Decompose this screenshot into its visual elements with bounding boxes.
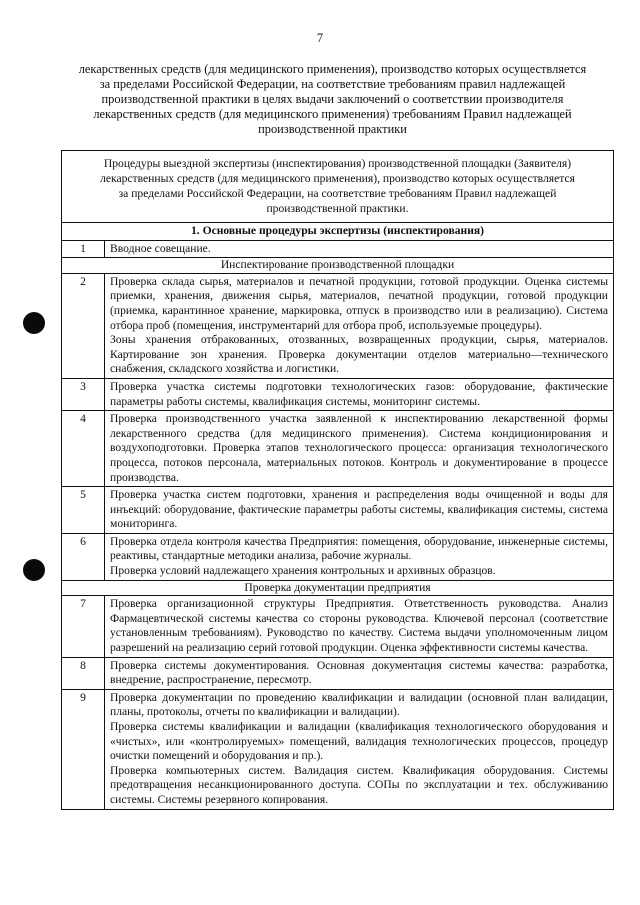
procedure-description [105, 378, 614, 410]
intro-line: производственной практики [258, 122, 407, 136]
table-row [62, 487, 614, 534]
row-number: 1 [62, 240, 105, 258]
row-number: 5 [62, 487, 105, 534]
procedures-table [61, 150, 614, 810]
procedure-paragraph: Проверка документации по проведению квалификации и валидации (основной план валидации, планы, протоколы, отчеты по квалификации и валидации). [110, 690, 608, 719]
procedure-paragraph: Проверка системы документирования. Основная документация системы качества: разработка, внедрение, распространение, пересмотр. [110, 658, 608, 687]
procedure-paragraph: Проверка склада сырья, материалов и печатной продукции, готовой продукции. Оценка системы приемки, хранения, движения сырья, материалов, печатной продукции, готовой продукции (приемка, карантинное хранение, маркировка, отпуск в производство или в реализацию). Система отбора проб (помещения, инструментарий для отбора проб, используемые процедуры). [110, 274, 608, 332]
table-row [62, 596, 614, 657]
procedure-paragraph: Вводное совещание. [110, 241, 211, 255]
table-title-row [62, 151, 614, 223]
procedure-paragraph: Проверка организационной структуры Предприятия. Ответственность руководства. Анализ Фармацевтической системы качества со стороны руководства. Ключевой персонал (соответствие установленным требованиям). Руководство по качеству. Система выдачи уполномоченным лицом разрешений на реализацию серий готовой продукции. Оценка эффективности системы качества. [110, 597, 608, 655]
procedure-paragraph: Проверка условий надлежащего хранения контрольных и архивных образцов. [110, 564, 496, 578]
table-title-line: производственной практики. [266, 202, 409, 215]
row-number: 3 [62, 378, 105, 410]
page-number: 7 [316, 31, 324, 45]
subsection-heading-row [62, 580, 614, 596]
procedure-description [105, 657, 614, 689]
table-row [62, 533, 614, 580]
binder-hole-mark [23, 559, 45, 581]
procedure-description [105, 487, 614, 534]
procedure-paragraph: Проверка участка систем подготовки, хранения и распределения воды очищенной и воды для инъекций: оборудование, фактические параметры работы системы, квалификация системы, система мониторинга. [110, 488, 608, 531]
procedure-paragraph: Проверка производственного участка заявленной к инспектированию лекарственной формы лекарственного средства (для медицинского применения). Система кондиционирования и воздухоподготовки. Проверка этапов технологического процесса: организация технологического процесса, потоков персонала, материальных потоков. Контроль и документирование в процессе производства. [110, 412, 608, 484]
binder-hole-mark [23, 312, 45, 334]
table-row [62, 657, 614, 689]
section-heading: 1. Основные процедуры экспертизы (инспектирования) [62, 223, 614, 241]
procedure-description [105, 411, 614, 487]
intro-line: лекарственных средств (для медицинского применения), производство которых осуществляется [78, 62, 587, 76]
subsection-heading-row [62, 258, 614, 274]
table-title [62, 151, 614, 223]
table-title-line: за пределами Российской Федерации, на соответствие требованиям Правил надлежащей [118, 187, 557, 200]
procedure-description [105, 689, 614, 809]
table-row [62, 411, 614, 487]
row-number: 4 [62, 411, 105, 487]
table-title-line: лекарственных средств (для медицинского применения), производство которых осуществляется [100, 172, 575, 185]
procedure-paragraph: Проверка системы квалификации и валидации (квалификация технологического оборудования и «чистых», или «контролируемых» помещений, валидация технологических процессов, процедур очистки помещений и оборудования и пр.). [110, 720, 608, 763]
subsection-heading: Инспектирование производственной площадки [62, 258, 614, 274]
intro-line: производственной практики в целях выдачи заключений о соответствии производителя [101, 92, 564, 106]
subsection-heading: Проверка документации предприятия [62, 580, 614, 596]
intro-line: за пределами Российской Федерации, на соответствие требованиям правил надлежащей [99, 77, 566, 91]
procedure-description [105, 596, 614, 657]
table-row [62, 689, 614, 809]
row-number: 9 [62, 689, 105, 809]
procedure-description [105, 273, 614, 378]
procedure-paragraph: Проверка компьютерных систем. Валидация систем. Квалификация оборудования. Системы предотвращения несанкционированного доступа. СОПы по эксплуатации и тех. обслуживанию системы. Системы резервного копирования. [110, 763, 608, 806]
row-number: 2 [62, 273, 105, 378]
procedure-paragraph: Проверка участка системы подготовки технологических газов: оборудование, фактические параметры работы системы, квалификация системы, мониторинг системы. [110, 379, 608, 408]
procedure-paragraph: Проверка отдела контроля качества Предприятия: помещения, оборудование, инженерные системы, реактивы, стандартные методики анализа, рабочие журналы. [110, 534, 608, 563]
table-row [62, 378, 614, 410]
table-title-line: Процедуры выездной экспертизы (инспектирования) производственной площадки (Заявителя) [103, 157, 572, 170]
procedure-paragraph: Зоны хранения отбракованных, отозванных, возвращенных продукции, сырья, материалов. Картирование зон хранения. Проверка документации отделов материально—технического снабжения, складского хозяйства и логистики. [110, 333, 608, 376]
row-number: 7 [62, 596, 105, 657]
row-number: 6 [62, 533, 105, 580]
procedure-description [105, 240, 614, 258]
procedure-description [105, 533, 614, 580]
section-heading-row [62, 223, 614, 241]
intro-line: лекарственных средств (для медицинского применения) требованиям Правил надлежащей [93, 107, 572, 121]
table-row [62, 240, 614, 258]
procedure-rows [62, 240, 614, 809]
intro-paragraph [60, 62, 605, 137]
table-row [62, 273, 614, 378]
row-number: 8 [62, 657, 105, 689]
